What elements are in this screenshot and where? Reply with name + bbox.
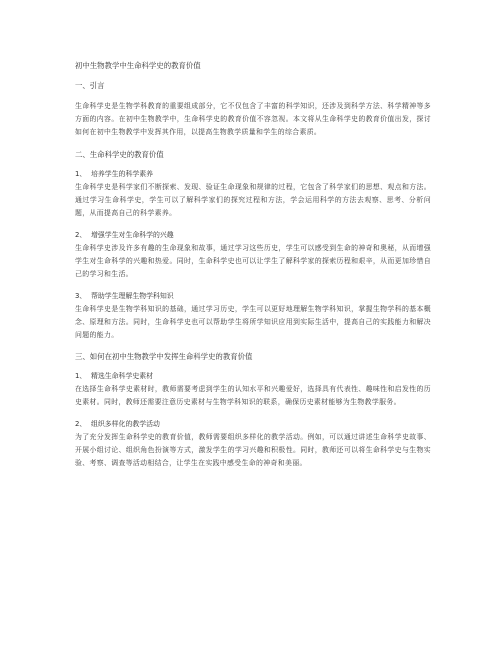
- subsection-number: 2、: [75, 231, 87, 239]
- section-heading-methods: 三、如何在初中生物教学中发挥生命科学史的教育价值: [75, 352, 253, 361]
- subsection-title: 增强学生对生命科学的兴趣: [91, 231, 174, 239]
- subsection-number: 2、: [75, 420, 87, 428]
- subsection-number: 1、: [75, 170, 87, 178]
- subsection-heading: [75, 371, 431, 382]
- document-title: 初中生物教学中生命科学史的教育价值: [75, 61, 201, 70]
- section-heading-value: 二、生命科学史的教育价值: [75, 150, 164, 159]
- intro-paragraph: 生命科学史是生物学科教育的重要组成部分，它不仅包含了丰富的科学知识，还涉及到科学方法、科学精神等多方面的内容。在初中生物教学中，生命科学史的教育价值不容忽视。本文将从生命科学史的教育价值出发，探讨如何在初中生物教学中发挥其作用，以提高生物教学质量和学生的综合素质。: [75, 102, 431, 136]
- subsection-paragraph: 生命科学史是科学家们不断探索、发现、验证生命现象和规律的过程，它包含了科学家们的思想、观点和方法。通过学习生命科学史，学生可以了解科学家们的探究过程和方法，学会运用科学的方法去观察、思考、分析问题，从而提高自己的科学素养。: [75, 183, 431, 217]
- subsection-number: 1、: [75, 372, 87, 380]
- subsection-title: 精选生命科学史素材: [91, 372, 154, 380]
- document-page: [75, 61, 431, 480]
- subsection-title: 组织多样化的教学活动: [91, 420, 160, 428]
- subsection-title: 帮助学生理解生物学科知识: [91, 292, 174, 300]
- subsection-paragraph: 为了充分发挥生命科学史的教育价值，教师需要组织多样化的教学活动。例如，可以通过讲述生命科学史故事、开展小组讨论、组织角色扮演等方式，激发学生的学习兴趣和积极性。同时，教师还可以将生命科学史与生物实验、考察、调查等活动相结合，让学生在实践中感受生命的神奇和美丽。: [75, 433, 431, 467]
- subsection-heading: [75, 169, 431, 180]
- subsection-heading: [75, 291, 431, 302]
- subsection-title: 培养学生的科学素养: [91, 170, 154, 178]
- subsection-number: 3、: [75, 292, 87, 300]
- subsection-paragraph: 生命科学史涉及许多有趣的生命现象和故事，通过学习这些历史，学生可以感受到生命的神奇和奥秘，从而增强学生对生命科学的兴趣和热爱。同时，生命科学史也可以让学生了解科学家的探索历程和艰辛，从而更加珍惜自己的学习和生活。: [75, 244, 431, 278]
- subsection-paragraph: 在选择生命科学史素材时，教师需要考虑到学生的认知水平和兴趣爱好，选择具有代表性、趣味性和启发性的历史素材。同时，教师还需要注意历史素材与生物学科知识的联系，确保历史素材能够为生物教学服务。: [75, 385, 431, 406]
- subsection-heading: [75, 230, 431, 241]
- subsection-heading: [75, 419, 431, 430]
- section-heading-intro: 一、引言: [75, 81, 105, 90]
- subsection-paragraph: 生命科学史是生物学科知识的基础，通过学习历史，学生可以更好地理解生物学科知识，掌握生物学科的基本概念、原理和方法。同时，生命科学史也可以帮助学生将所学知识应用到实际生活中，提高自己的实践能力和解决问题的能力。: [75, 305, 431, 339]
